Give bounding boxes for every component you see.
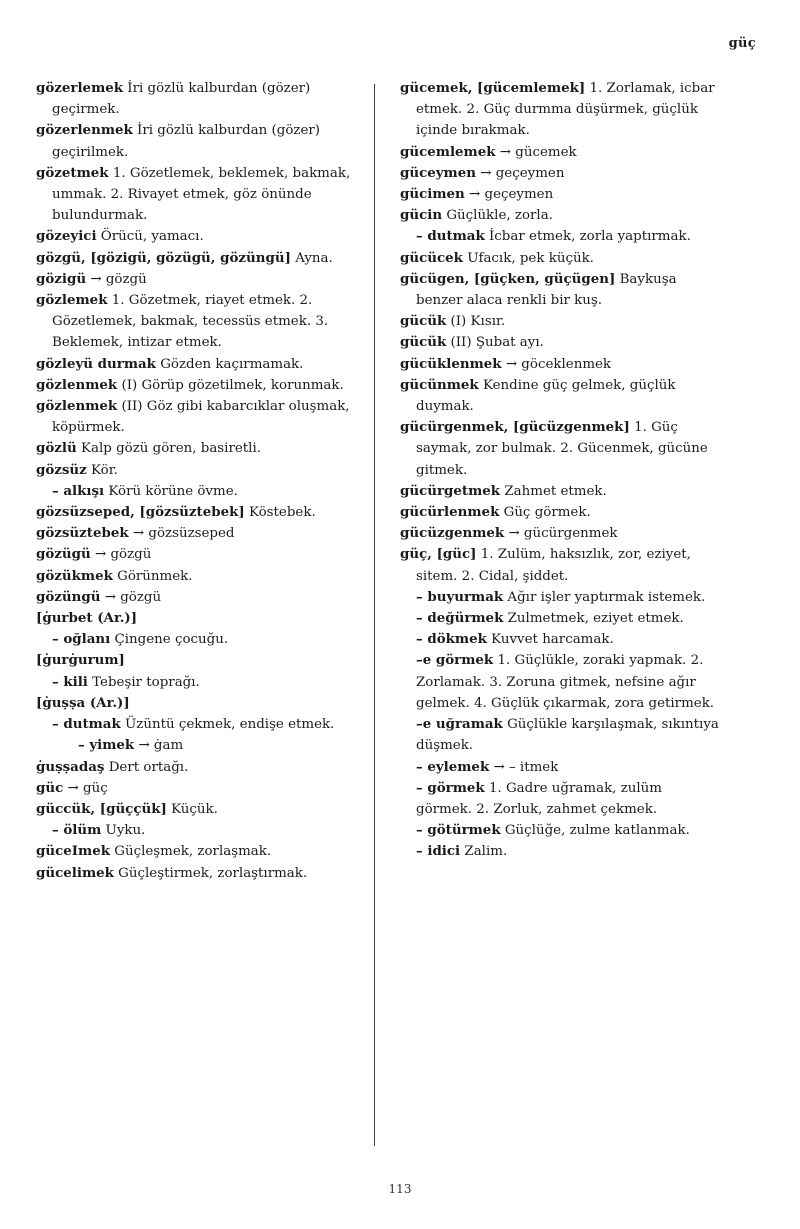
dictionary-entry: [400, 757, 720, 778]
dictionary-entry: [36, 566, 362, 587]
entry-definition: Güçlükle, zorla.: [442, 208, 553, 224]
entry-headword: gücük: [400, 334, 447, 351]
dictionary-entry: [400, 248, 720, 269]
entry-headword: gücemlemek: [400, 143, 496, 160]
entry-definition: 1. Gadre uğramak, zulüm görmek. 2. Zorluk, zahmet çekmek.: [416, 780, 662, 817]
entry-definition: 1. Gözetlemek, beklemek, bakmak, ummak. 2. Rivayet etmek, göz önünde bulundurmak.: [52, 165, 351, 224]
entry-definition: Zulmetmek, eziyet etmek.: [503, 611, 684, 627]
entry-headword: [ġuṣṣa (Ar.)]: [36, 694, 130, 711]
entry-definition: Körü körüne övme.: [104, 483, 238, 499]
entry-definition: 1. Güç saymak, zor bulmak. 2. Gücenmek, gücüne gitmek.: [416, 420, 708, 478]
entry-definition: (II) Göz gibi kabarcıklar oluşmak, köpürmek.: [52, 399, 350, 436]
dictionary-entry: [400, 629, 720, 650]
entry-headword: gözetmek: [36, 164, 109, 181]
dictionary-entry: [36, 290, 362, 354]
entry-headword: güç, [güc]: [400, 546, 477, 563]
entry-headword: –e görmek: [416, 652, 494, 669]
entry-headword: – alkışı: [52, 482, 105, 499]
page-number: 113: [388, 1182, 412, 1196]
entry-definition: Görünmek.: [112, 568, 193, 584]
entry-headword: – değürmek: [416, 610, 504, 627]
entry-definition: Tebeşir toprağı.: [87, 674, 200, 690]
entry-definition: → geçeymen: [475, 165, 565, 181]
dictionary-entry: [400, 184, 720, 205]
dictionary-entry: [36, 714, 362, 735]
entry-definition: (I) Görüp gözetilmek, korunmak.: [117, 377, 344, 393]
entry-headword: gözeyici: [36, 228, 97, 245]
entry-definition: Güçlükle karşılaşmak, sıkıntıya düşmek.: [416, 717, 719, 754]
entry-headword: güc: [36, 779, 64, 796]
entry-headword: gücüzgenmek: [400, 525, 505, 542]
entry-headword: gözgü, [gözigü, gözügü, gözüngü]: [36, 249, 291, 266]
entry-headword: gözerlenmek: [36, 122, 133, 139]
dictionary-entry: [400, 375, 720, 417]
entry-headword: gücemek, [gücemlemek]: [400, 80, 586, 96]
dictionary-entry: [400, 163, 720, 184]
entry-definition: İri gözlü kalburdan (gözer) geçirilmek.: [52, 123, 321, 160]
dictionary-entry: [36, 608, 362, 629]
dictionary-entry: [36, 481, 362, 502]
dictionary-entry: [400, 714, 720, 756]
dictionary-entry: [400, 354, 720, 375]
dictionary-entry: [400, 269, 720, 311]
entry-headword: gücürlenmek: [400, 504, 500, 521]
dictionary-entry: [36, 460, 362, 481]
entry-definition: → – itmek: [489, 759, 559, 775]
entry-headword: – dutmak: [52, 716, 121, 733]
entry-headword: güceymen: [400, 164, 476, 181]
entry-definition: 1. Gözetmek, riayet etmek. 2. Gözetlemek, bakmak, tecessüs etmek. 3. Beklemek, intizar etmek.: [52, 293, 329, 351]
entry-definition: Güçleştirmek, zorlaştırmak.: [113, 865, 308, 881]
entry-definition: Gözden kaçırmamak.: [155, 356, 304, 372]
entry-headword: [ġurbet (Ar.)]: [36, 610, 138, 627]
entry-definition: → geçeymen: [464, 187, 554, 203]
entry-definition: Üzüntü çekmek, endişe etmek.: [120, 717, 335, 733]
entry-definition: Ağır işler yaptırmak istemek.: [503, 589, 706, 605]
dictionary-entry: [36, 820, 362, 841]
dictionary-entry: [36, 375, 362, 396]
dictionary-entry: [36, 735, 362, 756]
entry-headword: gözlenmek: [36, 398, 118, 415]
dictionary-entry: [36, 248, 362, 269]
entry-headword: güceImek: [36, 843, 111, 860]
entry-definition: Kalp gözü gören, basiretli.: [76, 441, 261, 457]
dictionary-entry: [36, 650, 362, 671]
dictionary-entry: [36, 438, 362, 459]
entry-definition: → gücürgenmek: [504, 526, 618, 542]
entry-headword: ġuṣṣadaş: [36, 758, 105, 775]
dictionary-entry: [36, 226, 362, 247]
entry-definition: Güç görmek.: [499, 505, 591, 521]
entry-headword: gücücek: [400, 249, 463, 266]
dictionary-entry: [400, 608, 720, 629]
entry-definition: Küçük.: [166, 801, 218, 817]
entry-headword: gözügü: [36, 546, 91, 563]
entry-headword: gücürgetmek: [400, 482, 501, 499]
entry-definition: Çingene çocuğu.: [110, 632, 229, 648]
dictionary-entry: [36, 799, 362, 820]
dictionary-entry: [400, 587, 720, 608]
dictionary-entry: [36, 778, 362, 799]
entry-headword: güccük, [güççük]: [36, 800, 167, 817]
entry-headword: – ölüm: [52, 822, 102, 839]
entry-headword: gözigü: [36, 270, 87, 287]
dictionary-entry: [400, 226, 720, 247]
dictionary-entry: [36, 120, 362, 162]
entry-definition: → gözgü: [86, 271, 147, 287]
entry-definition: Uyku.: [101, 823, 146, 839]
dictionary-entry: [36, 502, 362, 523]
entry-headword: gücüklenmek: [400, 355, 502, 372]
dictionary-entry: [36, 163, 362, 227]
guide-word: güç: [728, 36, 756, 51]
column-divider: [374, 84, 375, 1146]
entry-headword: gücimen: [400, 186, 465, 203]
entry-headword: gözleyü durmak: [36, 355, 156, 372]
entry-headword: – idici: [416, 843, 461, 860]
dictionary-entry: [400, 417, 720, 481]
dictionary-entry: [36, 693, 362, 714]
entry-headword: – eylemek: [416, 758, 490, 775]
entry-definition: Köstebek.: [244, 505, 316, 521]
dictionary-entry: [400, 841, 720, 862]
entry-definition: Baykuşa benzer alaca renkli bir kuş.: [416, 271, 677, 309]
entry-headword: gücügen, [güçken, güçügen]: [400, 270, 616, 287]
dictionary-entry: [400, 544, 720, 586]
entry-headword: gözüngü: [36, 588, 101, 605]
dictionary-entry: [36, 523, 362, 544]
entry-definition: Ufacık, pek küçük.: [462, 250, 594, 266]
left-column: [36, 78, 362, 884]
entry-headword: gücürgenmek, [gücüzgenmek]: [400, 419, 630, 436]
entry-headword: gözükmek: [36, 567, 113, 584]
entry-definition: → ġam: [134, 738, 184, 754]
dictionary-entry: [36, 629, 362, 650]
entry-headword: gözerlemek: [36, 80, 124, 96]
dictionary-entry: [400, 820, 720, 841]
entry-headword: gözsüztebek: [36, 525, 129, 542]
entry-headword: – kili: [52, 673, 88, 690]
entry-headword: gözsüzseped, [gözsüztebek]: [36, 504, 245, 521]
entry-definition: Kendine güç gelmek, güçlük duymak.: [416, 377, 676, 415]
entry-definition: Güçleşmek, zorlaşmak.: [110, 844, 272, 860]
dictionary-entry: [400, 481, 720, 502]
dictionary-entry: [36, 269, 362, 290]
entry-definition: Zahmet etmek.: [500, 483, 607, 499]
entry-headword: gücelimek: [36, 864, 114, 881]
dictionary-entry: [36, 354, 362, 375]
dictionary-entry: [36, 757, 362, 778]
entry-definition: → güç: [63, 780, 108, 796]
entry-definition: Örücü, yamacı.: [96, 229, 204, 245]
entry-definition: → gözsüzseped: [128, 526, 235, 542]
entry-headword: – dutmak: [416, 228, 485, 245]
entry-headword: gözlü: [36, 440, 77, 457]
entry-headword: gözlemek: [36, 292, 108, 309]
entry-headword: – oğlanı: [52, 631, 111, 648]
entry-headword: – buyurmak: [416, 588, 504, 605]
entry-headword: –e uğramak: [416, 716, 503, 733]
dictionary-entry: [400, 523, 720, 544]
entry-headword: – yimek: [78, 737, 135, 754]
entry-headword: – dökmek: [416, 631, 487, 648]
entry-headword: – görmek: [416, 779, 485, 796]
dictionary-entry: [36, 672, 362, 693]
entry-definition: 1. Güçlükle, zoraki yapmak. 2. Zorlamak. 3. Zoruna gitmek, nefsine ağır gelmek. 4. Güçlük çıkarmak, zora getirmek.: [416, 653, 715, 711]
entry-definition: → gözgü: [90, 547, 152, 563]
entry-definition: Ayna.: [290, 250, 333, 266]
dictionary-entry: [400, 502, 720, 523]
entry-definition: → gücemek: [495, 144, 577, 160]
entry-definition: Zalim.: [460, 844, 508, 860]
entry-definition: (I) Kısır.: [446, 314, 506, 330]
dictionary-entry: [36, 78, 362, 120]
entry-definition: İcbar etmek, zorla yaptırmak.: [484, 229, 691, 245]
entry-definition: Güçlüğe, zulme katlanmak.: [500, 823, 690, 839]
entry-headword: gözlenmek: [36, 376, 118, 393]
dictionary-entry: [400, 78, 720, 142]
dictionary-entry: [36, 841, 362, 862]
entry-definition: Dert ortağı.: [104, 759, 189, 775]
dictionary-entry: [400, 142, 720, 163]
entry-headword: [ġurġurum]: [36, 652, 125, 669]
dictionary-entry: [36, 863, 362, 884]
entry-headword: gücük: [400, 313, 447, 330]
dictionary-entry: [36, 587, 362, 608]
entry-headword: gözsüz: [36, 461, 87, 478]
entry-headword: – götürmek: [416, 822, 501, 839]
entry-definition: (II) Şubat ayı.: [446, 335, 544, 351]
entry-definition: İri gözlü kalburdan (gözer) geçirmek.: [52, 81, 311, 118]
entry-definition: → göceklenmek: [501, 356, 612, 372]
entry-definition: 1. Zorlamak, icbar etmek. 2. Güç durmma düşürmek, güçlük içinde bırakmak.: [416, 81, 715, 139]
entry-headword: gücünmek: [400, 376, 479, 393]
entry-definition: Kuvvet harcamak.: [486, 632, 614, 648]
dictionary-entry: [400, 332, 720, 353]
dictionary-entry: [36, 544, 362, 565]
dictionary-entry: [400, 311, 720, 332]
dictionary-entry: [36, 396, 362, 438]
dictionary-entry: [400, 778, 720, 820]
entry-definition: 1. Zulüm, haksızlık, zor, eziyet, sitem. 2. Cidal, şiddet.: [416, 547, 691, 584]
dictionary-entry: [400, 205, 720, 226]
dictionary-entry: [400, 650, 720, 714]
right-column: [400, 78, 720, 863]
entry-headword: gücin: [400, 207, 443, 224]
entry-definition: → gözgü: [100, 589, 162, 605]
entry-definition: Kör.: [86, 462, 118, 478]
